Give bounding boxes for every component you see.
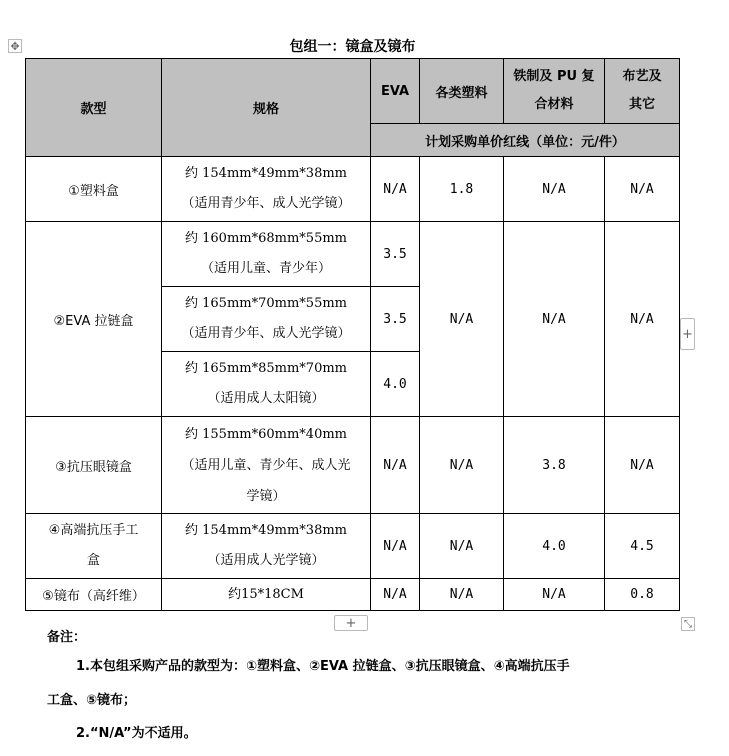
row1-spec-use: （适用青少年、成人光学镜） <box>181 196 351 211</box>
table-row <box>26 157 680 222</box>
row1-plastic: 1.8 <box>420 157 504 222</box>
header-fabric-line2: 其它 <box>628 97 655 112</box>
header-fabric-line1: 布艺及 <box>622 69 662 84</box>
row3-spec-use-cont: 学镜） <box>246 488 286 504</box>
row4-type-line2: 盒 <box>86 553 100 568</box>
row2b-spec-size: 约 165mm*70mm*55mm <box>185 296 347 311</box>
row2a-spec-size: 约 160mm*68mm*55mm <box>185 231 347 246</box>
row3-plastic: N/A <box>420 417 504 514</box>
row3-iron: 3.8 <box>504 417 605 514</box>
row3-spec-size: 约 155mm*60mm*40mm <box>185 426 347 442</box>
row1-iron: N/A <box>504 157 605 222</box>
row4-spec <box>162 514 371 579</box>
row4-type <box>26 514 162 579</box>
table-move-handle-icon[interactable]: ✥ <box>8 39 22 53</box>
header-iron-pu <box>504 59 605 124</box>
table-row <box>26 222 680 287</box>
row1-spec <box>162 157 371 222</box>
row3-fabric: N/A <box>605 417 680 514</box>
row2b-eva: 3.5 <box>371 287 420 352</box>
row4-fabric: 4.5 <box>605 514 680 579</box>
row2-iron: N/A <box>504 222 605 417</box>
row4-plastic: N/A <box>420 514 504 579</box>
row4-iron: 4.0 <box>504 514 605 579</box>
row5-spec <box>162 579 371 611</box>
header-price-line: 计划采购单价红线（单位：元/件） <box>371 124 680 157</box>
row5-eva: N/A <box>371 579 420 611</box>
header-type: 款型 <box>26 59 162 157</box>
row2c-spec-size: 约 165mm*85mm*70mm <box>185 361 347 376</box>
row2a-spec-use: （适用儿童、青少年） <box>200 261 331 276</box>
header-iron-line2: 合材料 <box>534 97 574 112</box>
row2-fabric: N/A <box>605 222 680 417</box>
row2c-spec-use: （适用成人太阳镜） <box>207 391 325 406</box>
header-iron-line1: 铁制及 PU 复 <box>513 69 595 84</box>
row2a-eva: 3.5 <box>371 222 420 287</box>
row1-type: ①塑料盒 <box>26 157 162 222</box>
table-title: 包组一：镜盒及镜布 <box>289 39 416 55</box>
notes-line1-cont: 工盒、⑤镜布； <box>47 693 137 708</box>
row4-spec-use: （适用成人光学镜） <box>207 553 325 568</box>
row5-fabric: 0.8 <box>605 579 680 611</box>
row5-spec-size: 约15*18CM <box>228 586 304 602</box>
row2c-spec <box>162 352 371 417</box>
row3-type: ③抗压眼镜盒 <box>26 417 162 514</box>
row2a-spec <box>162 222 371 287</box>
table-row <box>26 417 680 514</box>
header-fabric <box>605 59 680 124</box>
header-plastic: 各类塑料 <box>420 59 504 124</box>
row1-fabric: N/A <box>605 157 680 222</box>
row2b-spec <box>162 287 371 352</box>
insert-column-button[interactable]: + <box>334 615 368 631</box>
row4-spec-size: 约 154mm*49mm*38mm <box>185 523 347 538</box>
row1-spec-size: 约 154mm*49mm*38mm <box>185 166 347 181</box>
table-resize-handle-icon[interactable]: ⤡ <box>681 617 695 631</box>
insert-row-button[interactable]: + <box>680 318 695 350</box>
table-row <box>26 514 680 579</box>
row5-type: ⑤镜布（高纤维） <box>26 579 162 611</box>
notes-label: 备注： <box>47 630 87 645</box>
row5-iron: N/A <box>504 579 605 611</box>
header-eva: EVA <box>371 59 420 124</box>
row2-type: ②EVA 拉链盒 <box>26 222 162 417</box>
notes-line2: 2.“N/A”为不适用。 <box>76 726 197 741</box>
row2c-eva: 4.0 <box>371 352 420 417</box>
header-spec: 规格 <box>162 59 371 157</box>
notes-line1: 1.本包组采购产品的款型为：①塑料盒、②EVA 拉链盒、③抗压眼镜盒、④高端抗压手 <box>76 659 570 674</box>
table-row <box>26 579 680 611</box>
row3-spec <box>162 417 371 514</box>
price-table <box>25 58 680 611</box>
row4-eva: N/A <box>371 514 420 579</box>
row4-type-line1: ④高端抗压手工 <box>48 523 139 538</box>
row3-spec-use: （适用儿童、青少年、成人光 <box>181 457 351 473</box>
row2b-spec-use: （适用青少年、成人光学镜） <box>181 326 351 341</box>
row5-plastic: N/A <box>420 579 504 611</box>
header-row <box>26 59 680 124</box>
row1-eva: N/A <box>371 157 420 222</box>
row3-eva: N/A <box>371 417 420 514</box>
row2-plastic: N/A <box>420 222 504 417</box>
